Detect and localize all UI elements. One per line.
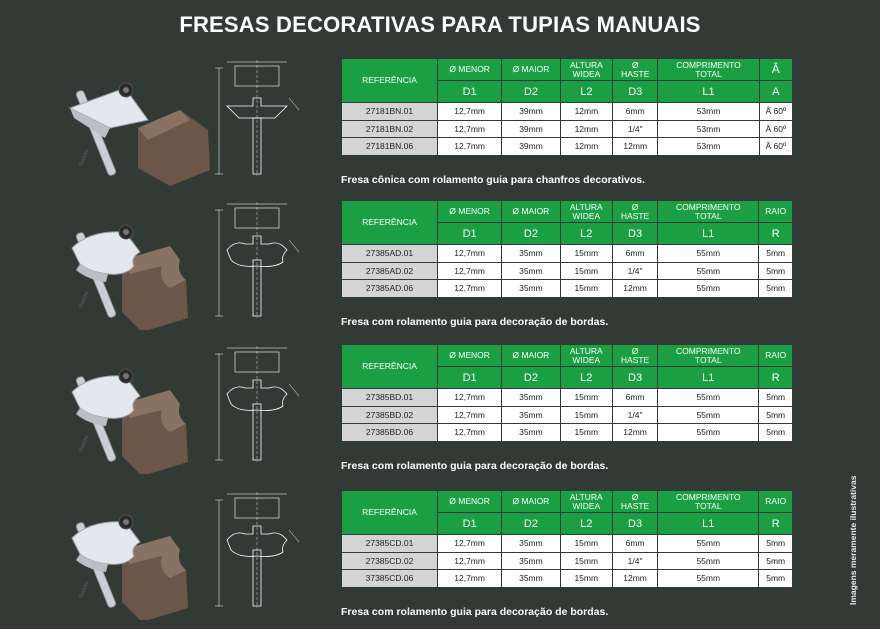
table-cell: 15mm — [560, 424, 612, 442]
column-header: Ø MENOR — [438, 201, 502, 223]
column-header: ALTURA WIDEA — [560, 345, 612, 367]
column-header: Â — [759, 59, 792, 81]
table-header-row — [342, 201, 793, 223]
table-cell: 12,7mm — [438, 552, 502, 570]
column-header: REFERÊNCIA — [342, 59, 438, 103]
reference-cell: 27181BN.02 — [342, 120, 438, 138]
router-bit-photo — [30, 58, 220, 188]
reference-cell: 27385CD.02 — [342, 552, 438, 570]
table-cell: 6mm — [612, 389, 657, 407]
column-symbol: L1 — [658, 367, 759, 389]
table-row — [342, 280, 793, 298]
table-cell: 53mm — [658, 120, 759, 138]
router-bit-photo — [30, 490, 220, 620]
column-header: RAIO — [759, 491, 793, 513]
table-cell: 55mm — [658, 280, 759, 298]
reference-cell: 27181BN.06 — [342, 138, 438, 156]
table-cell: 12,7mm — [438, 245, 502, 263]
column-symbol: A — [759, 81, 792, 103]
shank-brand: Rodoke — [78, 148, 91, 167]
product-section — [0, 200, 880, 340]
table-row — [342, 138, 793, 156]
column-header: RAIO — [759, 201, 793, 223]
table-cell: 5mm — [759, 570, 793, 588]
router-bit-photo — [30, 344, 220, 474]
column-header: Ø MENOR — [438, 345, 502, 367]
column-symbol: D3 — [612, 223, 657, 245]
table-row — [342, 535, 793, 553]
technical-drawing — [205, 200, 305, 320]
table-cell: Â 60º — [759, 103, 792, 121]
table-cell: 35mm — [502, 406, 560, 424]
reference-cell: 27385AD.06 — [342, 280, 438, 298]
column-symbol: D2 — [502, 513, 560, 535]
table-cell: 55mm — [658, 535, 759, 553]
table-cell: 6mm — [612, 535, 657, 553]
spec-table — [341, 490, 793, 588]
table-cell: 55mm — [658, 424, 759, 442]
table-cell: 1/4" — [612, 262, 657, 280]
shank-brand: Rodoke — [78, 434, 91, 453]
table-cell: 55mm — [658, 406, 759, 424]
router-bit-photo — [30, 200, 220, 330]
column-symbol: L1 — [658, 223, 759, 245]
table-cell: 15mm — [560, 262, 612, 280]
column-symbol: R — [759, 223, 793, 245]
product-section — [0, 490, 880, 629]
table-cell: 12,7mm — [438, 103, 502, 121]
table-cell: 5mm — [759, 406, 793, 424]
column-header: Ø HASTE — [612, 345, 657, 367]
column-header: Ø HASTE — [612, 201, 657, 223]
column-symbol: D1 — [438, 513, 502, 535]
table-cell: 15mm — [560, 406, 612, 424]
table-cell: 15mm — [560, 245, 612, 263]
table-cell: 1/4" — [613, 120, 658, 138]
table-cell: 35mm — [502, 570, 560, 588]
column-header: COMPRIMENTO TOTAL — [658, 491, 759, 513]
technical-drawing — [205, 490, 305, 610]
table-cell: 35mm — [502, 424, 560, 442]
column-symbol: R — [759, 367, 793, 389]
column-symbol: D3 — [612, 513, 657, 535]
table-cell: 55mm — [658, 389, 759, 407]
reference-cell: 27385CD.01 — [342, 535, 438, 553]
table-cell: 5mm — [759, 552, 793, 570]
table-cell: 35mm — [502, 245, 560, 263]
column-header: Ø MENOR — [438, 491, 502, 513]
column-symbol: L2 — [560, 223, 612, 245]
column-header: Ø MENOR — [438, 59, 502, 81]
table-cell: 12mm — [612, 280, 657, 298]
product-section — [0, 58, 880, 198]
table-cell: 35mm — [502, 389, 560, 407]
table-cell: 12mm — [613, 138, 658, 156]
table-cell: 55mm — [658, 552, 759, 570]
table-header-row — [342, 345, 793, 367]
reference-cell: 27385BD.06 — [342, 424, 438, 442]
column-header: Ø HASTE — [613, 59, 658, 81]
table-header-row — [342, 491, 793, 513]
column-symbol: L2 — [560, 513, 612, 535]
table-cell: 12mm — [560, 138, 612, 156]
table-cell: 12,7mm — [438, 138, 502, 156]
technical-drawing — [205, 58, 305, 178]
table-cell: 15mm — [560, 389, 612, 407]
table-cell: 12mm — [612, 570, 657, 588]
reference-cell: 37385CD.06 — [342, 570, 438, 588]
column-header: REFERÊNCIA — [342, 491, 438, 535]
table-cell: 12,7mm — [438, 424, 502, 442]
column-symbol: L1 — [658, 81, 759, 103]
table-cell: 35mm — [502, 262, 560, 280]
table-cell: 12mm — [560, 120, 612, 138]
table-cell: 53mm — [658, 138, 759, 156]
column-symbol: D2 — [502, 367, 560, 389]
table-cell: 15mm — [560, 535, 612, 553]
column-header: Ø MAIOR — [502, 491, 560, 513]
column-symbol: D1 — [438, 367, 502, 389]
table-cell: 55mm — [658, 262, 759, 280]
table-cell: 6mm — [613, 103, 658, 121]
table-cell: 12,7mm — [438, 389, 502, 407]
table-cell: 53mm — [658, 103, 759, 121]
table-cell: 35mm — [502, 280, 560, 298]
shank-brand: Rodoke — [78, 290, 91, 309]
product-caption: Fresa com rolamento guia para decoração de bordas. — [341, 606, 609, 618]
technical-drawing — [205, 344, 305, 464]
table-cell: 12,7mm — [438, 570, 502, 588]
table-cell: 5mm — [759, 389, 793, 407]
table-row — [342, 389, 793, 407]
table-row — [342, 424, 793, 442]
table-cell: 12,7mm — [438, 535, 502, 553]
column-symbol: D3 — [612, 367, 657, 389]
table-cell: 5mm — [759, 535, 793, 553]
table-cell: 12,7mm — [438, 262, 502, 280]
table-header-row — [342, 59, 793, 81]
page-title: FRESAS DECORATIVAS PARA TUPIAS MANUAIS — [179, 12, 701, 37]
table-row — [342, 570, 793, 588]
column-symbol: L2 — [560, 81, 612, 103]
column-symbol: D2 — [502, 223, 560, 245]
column-header: Ø MAIOR — [502, 201, 560, 223]
reference-cell: 27385BD.01 — [342, 389, 438, 407]
product-caption: Fresa com rolamento guia para decoração de bordas. — [341, 460, 609, 472]
table-cell: Â 60º — [759, 138, 792, 156]
product-caption: Fresa com rolamento guia para decoração de bordas. — [341, 316, 609, 328]
column-header: ALTURA WIDEA — [560, 491, 612, 513]
table-row — [342, 552, 793, 570]
table-cell: 5mm — [759, 262, 793, 280]
table-row — [342, 262, 793, 280]
table-cell: 39mm — [502, 103, 560, 121]
table-cell: 35mm — [502, 552, 560, 570]
table-cell: 12mm — [560, 103, 612, 121]
table-cell: 55mm — [658, 245, 759, 263]
column-header: Ø HASTE — [612, 491, 657, 513]
column-header: COMPRIMENTO TOTAL — [658, 201, 759, 223]
table-cell: Â 60º — [759, 120, 792, 138]
table-cell: 15mm — [560, 552, 612, 570]
column-symbol: D2 — [502, 81, 560, 103]
table-cell: 1/4" — [612, 552, 657, 570]
column-symbol: D1 — [438, 223, 502, 245]
shank-brand: Rodoke — [78, 580, 91, 599]
table-cell: 35mm — [502, 535, 560, 553]
reference-cell: 27385AD.01 — [342, 245, 438, 263]
table-cell: 39mm — [502, 138, 560, 156]
column-header: REFERÊNCIA — [342, 201, 438, 245]
table-row — [342, 245, 793, 263]
column-header: ALTURA WIDEA — [560, 59, 612, 81]
table-cell: 5mm — [759, 280, 793, 298]
column-header: Ø MAIOR — [502, 59, 560, 81]
table-cell: 1/4" — [612, 406, 657, 424]
table-cell: 12,7mm — [438, 280, 502, 298]
column-symbol: D3 — [613, 81, 658, 103]
table-row — [342, 103, 793, 121]
table-row — [342, 120, 793, 138]
table-cell: 15mm — [560, 570, 612, 588]
table-cell: 12mm — [612, 424, 657, 442]
table-row — [342, 406, 793, 424]
wood-sample-block — [138, 110, 210, 186]
reference-cell: 27385AD.02 — [342, 262, 438, 280]
table-cell: 12,7mm — [438, 120, 502, 138]
table-cell: 15mm — [560, 280, 612, 298]
table-cell: 5mm — [759, 245, 793, 263]
table-cell: 12,7mm — [438, 406, 502, 424]
column-symbol: R — [759, 513, 793, 535]
column-header: ALTURA WIDEA — [560, 201, 612, 223]
column-header: RAIO — [759, 345, 793, 367]
column-symbol: L2 — [560, 367, 612, 389]
column-symbol: L1 — [658, 513, 759, 535]
spec-table — [341, 344, 793, 442]
table-cell: 5mm — [759, 424, 793, 442]
table-cell: 6mm — [612, 245, 657, 263]
column-header: REFERÊNCIA — [342, 345, 438, 389]
product-section — [0, 344, 880, 484]
spec-table — [341, 200, 793, 298]
column-header: COMPRIMENTO TOTAL — [658, 345, 759, 367]
column-header: Ø MAIOR — [502, 345, 560, 367]
product-caption: Fresa cônica com rolamento guia para chanfros decorativos. — [341, 174, 646, 186]
reference-cell: 27181BN.01 — [342, 103, 438, 121]
reference-cell: 27385BD.02 — [342, 406, 438, 424]
spec-table — [341, 58, 793, 156]
column-header: COMPRIMENTO TOTAL — [658, 59, 759, 81]
table-cell: 55mm — [658, 570, 759, 588]
side-note: Imagens meramente ilustrativas — [848, 475, 858, 605]
column-symbol: D1 — [438, 81, 502, 103]
table-cell: 39mm — [502, 120, 560, 138]
